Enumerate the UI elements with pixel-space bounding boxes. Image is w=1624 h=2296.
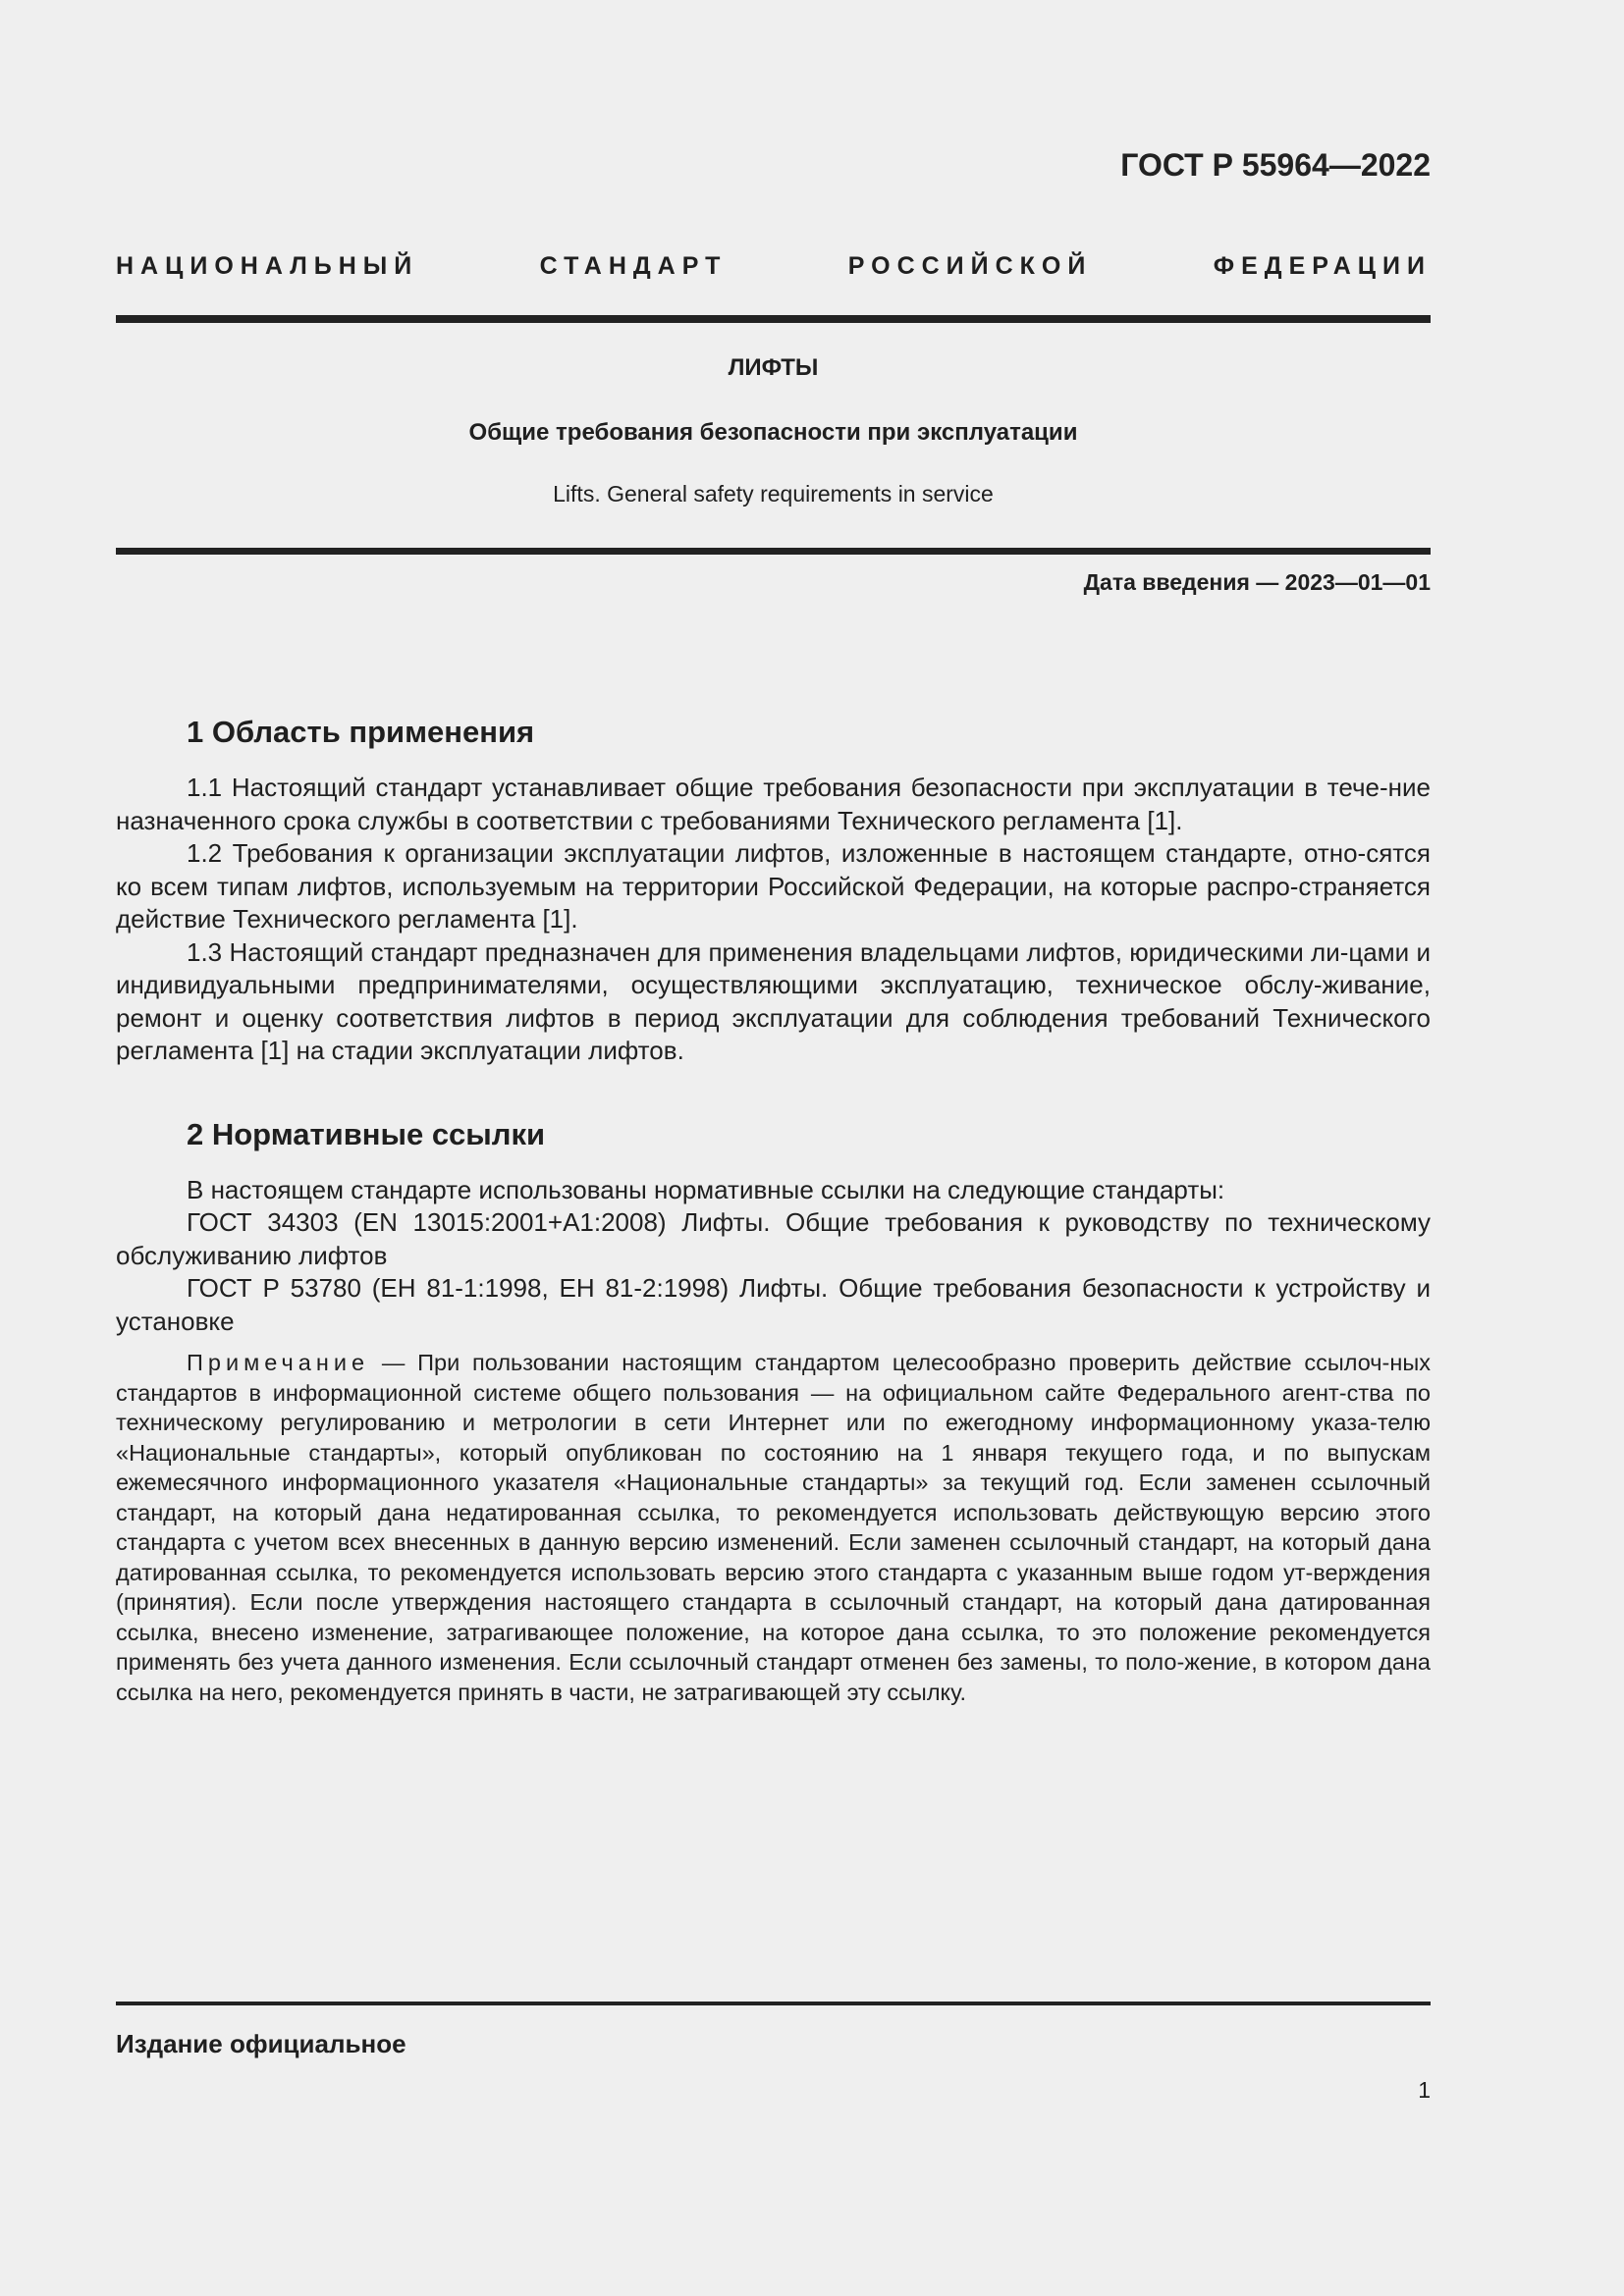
official-edition-label: Издание официальное	[116, 2029, 406, 2058]
document-id: ГОСТ Р 55964—2022	[1120, 147, 1431, 183]
national-standard-banner: НАЦИОНАЛЬНЫЙ СТАНДАРТ РОССИЙСКОЙ ФЕДЕРАЦИИ	[116, 252, 1432, 280]
references-intro: В настоящем стандарте использованы нормативные ссылки на следующие стандарты:	[187, 1174, 1225, 1204]
section-heading-scope: 1 Область применения	[187, 715, 535, 749]
page-number: 1	[1418, 2077, 1431, 2103]
introduction-date: Дата введения — 2023—01—01	[1083, 569, 1431, 595]
paragraph-1-2: 1.2 Требования к организации эксплуатации лифтов, изложенные в настоящем стандарте, отно-сятся ко всем типам лифтов, используемым на территории Российской Федерации, на которые распро-страняется действие Технического регламента [1].	[116, 838, 1431, 934]
top-divider	[116, 315, 1431, 323]
section-heading-references: 2 Нормативные ссылки	[187, 1116, 546, 1151]
note-label: Примечание	[187, 1350, 370, 1375]
document-title: ЛИФТЫ	[728, 354, 819, 381]
document-body	[116, 715, 1431, 1707]
references-note	[116, 1348, 1431, 1707]
footer-divider	[116, 2002, 1431, 2005]
paragraph-1-1: 1.1 Настоящий стандарт устанавливает общие требования безопасности при эксплуатации в тече-ние назначенного срока службы в соответствии с требованиями Технического регламента [1].	[116, 773, 1431, 835]
reference-gost-r-53780: ГОСТ Р 53780 (ЕН 81-1:1998, ЕН 81-2:1998) Лифты. Общие требования безопасности к устройству и установке	[116, 1273, 1431, 1336]
document-title-english: Lifts. General safety requirements in service	[553, 481, 994, 507]
paragraph-1-3: 1.3 Настоящий стандарт предназначен для применения владельцами лифтов, юридическими ли-цами и индивидуальными предпринимателями, осуществляющими эксплуатацию, техническое обслу-живание, ремонт и оценку соответствия лифтов в период эксплуатации для соблюдения требований Технического регламента [1] на стадии эксплуатации лифтов.	[116, 936, 1431, 1065]
reference-gost-34303: ГОСТ 34303 (EN 13015:2001+A1:2008) Лифты. Общие требования к руководству по техническому обслуживанию лифтов	[116, 1207, 1431, 1270]
note-text: — При пользовании настоящим стандартом целесообразно проверить действие ссылоч-ных стандартов в информационной системе общего пользования — на официальном сайте Федерального агент-ства по техническому регулированию и метрологии в сети Интернет или по ежегодному информационному указа-телю «Национальные стандарты», который опубликован по состоянию на 1 января текущего года, и по выпускам ежемесячного информационного указателя «Национальные стандарты» за текущий год. Если заменен ссылочный стандарт, на который дана недатированная ссылка, то рекомендуется использовать действующую версию этого стандарта с учетом всех внесенных в данную версию изменений. Если заменен ссылочный стандарт, на который дана датированная ссылка, то рекомендуется использовать версию этого стандарта с указанным выше годом ут-верждения (принятия). Если после утверждения настоящего стандарта в ссылочный стандарт, на который дана датированная ссылка, внесено изменение, затрагивающее положение, на которое дана ссылка, то это положение рекомендуется применять без учета данного изменения. Если ссылочный стандарт отменен без замены, то поло-жение, в котором дана ссылка на него, рекомендуется принять в части, не затрагивающей эту ссылку.	[116, 1350, 1431, 1705]
title-divider	[116, 548, 1431, 555]
document-subtitle: Общие требования безопасности при эксплуатации	[468, 419, 1078, 446]
